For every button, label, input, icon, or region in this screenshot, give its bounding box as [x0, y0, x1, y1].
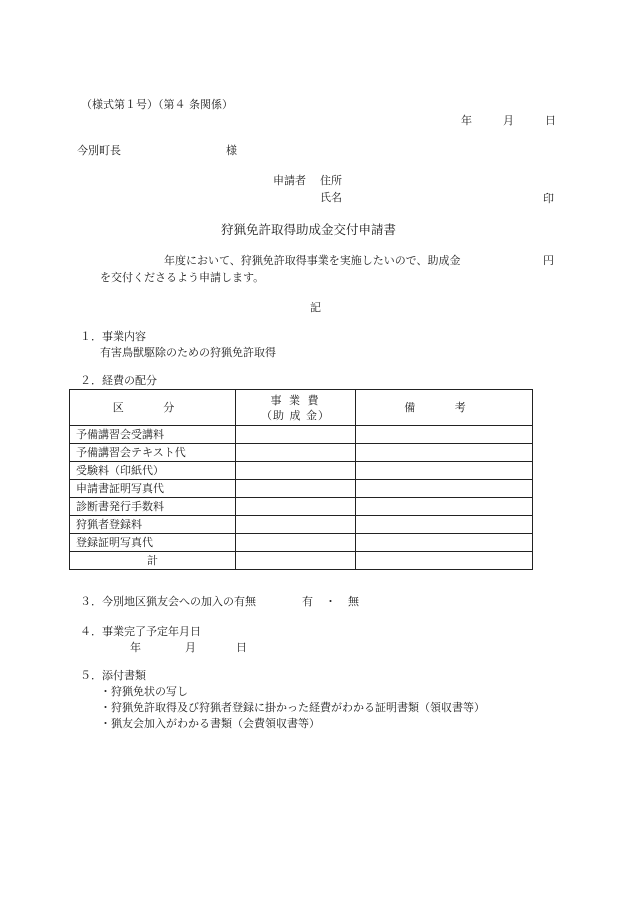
date-day: 日: [545, 114, 556, 127]
completion-year: 年: [130, 641, 141, 654]
row-label: 診断書発行手数料: [70, 498, 236, 516]
attachment-item: ・狩猟免許取得及び狩猟者登録に掛かった経費がわかる証明書類（領収書等）: [100, 701, 485, 714]
table-total-row: [70, 552, 533, 570]
completion-month: 月: [185, 641, 196, 654]
membership-separator: ・: [325, 595, 336, 608]
table-row: [70, 498, 533, 516]
section4-heading: ４．事業完了予定年月日: [80, 625, 201, 638]
membership-yes: 有: [302, 595, 313, 608]
seal-mark: 印: [543, 192, 554, 205]
applicant-label: 申請者: [273, 174, 306, 187]
row-label: 予備講習会テキスト代: [70, 444, 236, 462]
table-row: [70, 444, 533, 462]
date-year: 年: [461, 114, 472, 127]
section1-heading: １．事業内容: [80, 330, 146, 343]
table-row: [70, 462, 533, 480]
attachment-item: ・猟友会加入がわかる書類（会費領収書等）: [100, 717, 320, 730]
header-cost: [236, 390, 356, 426]
table-row: [70, 426, 533, 444]
cost-cell: [236, 426, 356, 444]
body-line-1: 年度において、狩猟免許取得事業を実施したいので、助成金: [164, 254, 461, 267]
cost-cell: [236, 498, 356, 516]
form-label: （様式第１号）（第４ 条関係）: [81, 98, 233, 111]
row-label: 登録証明写真代: [70, 534, 236, 552]
header-cost-main: 事 業 費: [270, 393, 321, 407]
remarks-cell: [356, 480, 533, 498]
total-cost-cell: [236, 552, 356, 570]
addressee-honorific: 様: [226, 144, 237, 157]
table-row: [70, 480, 533, 498]
section3-heading: ３．今別地区猟友会への加入の有無: [80, 595, 256, 608]
row-label: 予備講習会受講料: [70, 426, 236, 444]
total-label: 計: [70, 552, 236, 570]
ki-mark: 記: [310, 301, 321, 314]
section1-content: 有害鳥獣駆除のための狩猟免許取得: [100, 346, 276, 359]
cost-cell: [236, 516, 356, 534]
header-remarks: 備 考: [356, 390, 533, 426]
cost-cell: [236, 462, 356, 480]
remarks-cell: [356, 426, 533, 444]
header-category: 区 分: [70, 390, 236, 426]
total-remarks-cell: [356, 552, 533, 570]
row-label: 受験料（印紙代）: [70, 462, 236, 480]
cost-cell: [236, 534, 356, 552]
membership-no: 無: [348, 595, 359, 608]
date-month: 月: [503, 114, 514, 127]
table-row: [70, 516, 533, 534]
table-header-row: [70, 390, 533, 426]
cost-cell: [236, 480, 356, 498]
cost-table: [69, 389, 533, 570]
body-line-2: を交付くださるよう申請します。: [100, 271, 265, 284]
remarks-cell: [356, 516, 533, 534]
row-label: 狩猟者登録料: [70, 516, 236, 534]
section2-heading: ２．経費の配分: [80, 374, 157, 387]
body-yen: 円: [543, 254, 554, 267]
remarks-cell: [356, 462, 533, 480]
remarks-cell: [356, 534, 533, 552]
addressee-name: 今別町長: [77, 144, 121, 157]
cost-cell: [236, 444, 356, 462]
table-row: [70, 534, 533, 552]
completion-day: 日: [236, 641, 247, 654]
document-title: 狩猟免許取得助成金交付申請書: [221, 222, 397, 237]
row-label: 申請書証明写真代: [70, 480, 236, 498]
header-cost-sub: （助 成 金）: [261, 408, 330, 422]
remarks-cell: [356, 498, 533, 516]
applicant-address: 住所: [320, 174, 342, 187]
section5-heading: ５．添付書類: [80, 669, 146, 682]
attachment-item: ・狩猟免状の写し: [100, 685, 188, 698]
remarks-cell: [356, 444, 533, 462]
applicant-name: 氏名: [320, 191, 342, 204]
